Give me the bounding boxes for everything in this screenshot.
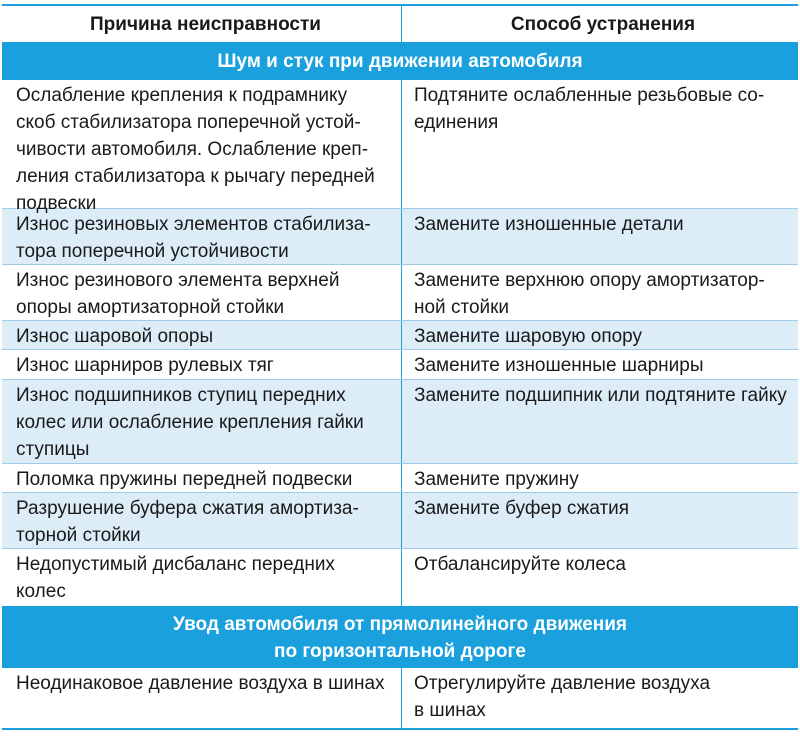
- remedy-line: Подтяните ослабленные резьбовые со-: [414, 85, 765, 106]
- cause-line: Износ резинового элемента верхней: [16, 270, 340, 291]
- cause-line: опоры амортизаторной стойки: [16, 297, 285, 318]
- remedy-cell: [402, 493, 798, 548]
- table-row: [2, 320, 798, 349]
- cause-line: Износ резиновых элементов стабилиза-: [16, 214, 371, 235]
- table-row: [2, 463, 798, 492]
- cause-line: торной стойки: [16, 525, 141, 546]
- remedy-line: Замените пружину: [414, 469, 579, 490]
- section-title-line: Увод автомобиля от прямолинейного движения: [172, 614, 627, 635]
- table-row: [2, 349, 798, 379]
- remedy-cell: [402, 464, 798, 492]
- remedy-line: в шинах: [414, 700, 486, 721]
- cause-line: чивости автомобиля. Ослабление креп-: [16, 139, 369, 160]
- remedy-line: Замените подшипник или подтяните гайку: [414, 385, 787, 406]
- table-header: [2, 6, 798, 44]
- remedy-line: Отбалансируйте колеса: [414, 554, 626, 575]
- cause-line: Недопустимый дисбаланс передних: [16, 554, 335, 575]
- cause-cell: [2, 265, 402, 320]
- section-title-drift: [2, 606, 798, 668]
- table-row: [2, 379, 798, 463]
- table-row: [2, 80, 798, 214]
- cause-cell: [2, 380, 402, 463]
- remedy-line: Замените изношенные шарниры: [414, 355, 704, 376]
- table-row: [2, 548, 798, 606]
- remedy-cell: [402, 668, 798, 728]
- cause-line: Износ шарниров рулевых тяг: [16, 355, 274, 376]
- cause-line: скоб стабилизатора поперечной устой-: [16, 112, 361, 133]
- remedy-line: ной стойки: [414, 297, 510, 318]
- cause-line: Неодинаковое давление воздуха в шинах: [16, 673, 385, 694]
- cause-cell: [2, 668, 402, 728]
- table-row: [2, 264, 798, 320]
- cause-cell: [2, 549, 402, 606]
- remedy-cell: [402, 209, 798, 264]
- cause-line: Поломка пружины передней подвески: [16, 469, 353, 490]
- cause-cell: [2, 209, 402, 264]
- cause-line: Износ подшипников ступиц передних: [16, 385, 346, 406]
- remedy-line: Замените изношенные детали: [414, 214, 684, 235]
- cause-cell: [2, 350, 402, 379]
- remedy-cell: [402, 321, 798, 349]
- header-remedy: Способ устранения: [510, 14, 696, 35]
- remedy-line: единения: [414, 112, 499, 133]
- table-row: [2, 492, 798, 548]
- cause-cell: [2, 493, 402, 548]
- remedy-cell: [402, 380, 798, 463]
- remedy-line: Отрегулируйте давление воздуха: [414, 673, 711, 694]
- header-cause: Причина неисправности: [2, 6, 402, 42]
- cause-line: Разрушение буфера сжатия амортиза-: [16, 498, 359, 519]
- table-bottom-border: [2, 728, 798, 730]
- remedy-cell: [402, 265, 798, 320]
- cause-line: Износ шаровой опоры: [16, 326, 214, 347]
- remedy-cell: [402, 350, 798, 379]
- malfunction-table: [2, 4, 798, 730]
- remedy-cell: [402, 80, 798, 208]
- cause-line: ления стабилизатора к рычагу передней: [16, 166, 375, 187]
- cause-line: тора поперечной устойчивости: [16, 241, 289, 262]
- cause-cell: [2, 321, 402, 349]
- section-title-line: по горизонтальной дороге: [274, 641, 526, 662]
- remedy-line: Замените шаровую опору: [414, 326, 643, 347]
- cause-line: колес или ослабление крепления гайки: [16, 412, 364, 433]
- cause-line: подвески: [16, 193, 97, 214]
- cause-cell: [2, 464, 402, 492]
- cause-line: Ослабление крепления к подрамнику: [16, 85, 348, 106]
- table-row: [2, 208, 798, 264]
- cause-cell: [2, 80, 402, 214]
- cause-line: ступицы: [16, 439, 90, 460]
- remedy-cell: [402, 549, 798, 606]
- remedy-line: Замените буфер сжатия: [414, 498, 630, 519]
- remedy-line: Замените верхнюю опору амортизатор-: [414, 270, 765, 291]
- cause-line: колес: [16, 581, 66, 602]
- section-title-noise: Шум и стук при движении автомобиля: [2, 44, 798, 80]
- table-row: [2, 668, 798, 728]
